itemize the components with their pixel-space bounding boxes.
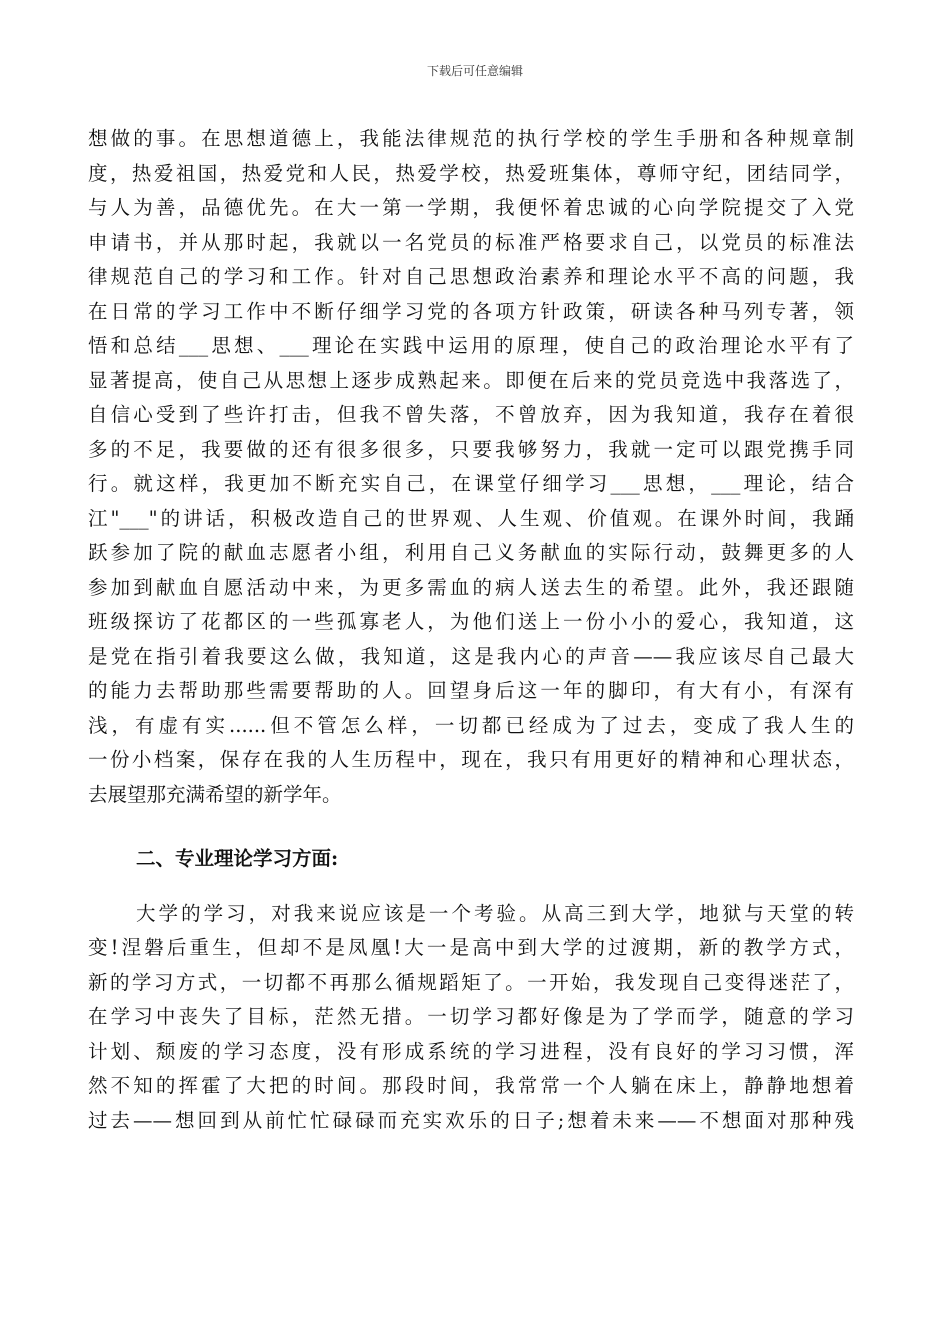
document-body bbox=[88, 122, 854, 1138]
text-line: 多的不足，我要做的还有很多很多，只要我够努力，我就一定可以跟党携手同 bbox=[88, 437, 854, 461]
text-line: 行。就这样，我更加不断充实自己，在课堂仔细学习___思想，___理论，结合 bbox=[88, 472, 854, 495]
text-line: 一份小档案，保存在我的人生历程中，现在，我只有用更好的精神和心理状态， bbox=[88, 748, 854, 771]
text-line: 的能力去帮助那些需要帮助的人。回望身后这一年的脚印，有大有小，有深有 bbox=[88, 679, 854, 702]
text-line: 显著提高，使自己从思想上逐步成熟起来。即便在后来的党员竞选中我落选了， bbox=[88, 368, 854, 392]
text-line: 过去——想回到从前忙忙碌碌而充实欢乐的日子;想着未来——不想面对那种残 bbox=[88, 1108, 854, 1132]
text-line: 计划、颓废的学习态度，没有形成系统的学习进程，没有良好的学习习惯，浑 bbox=[88, 1039, 854, 1063]
text-line: 新的学习方式，一切都不再那么循规蹈矩了。一开始，我发现自己变得迷茫了， bbox=[88, 970, 854, 994]
text-line: 大学的学习，对我来说应该是一个考验。从高三到大学，地狱与天堂的转 bbox=[136, 901, 854, 925]
text-line: 参加到献血自愿活动中来，为更多需血的病人送去生的希望。此外，我还跟随 bbox=[88, 575, 854, 599]
text-line: 自信心受到了些许打击，但我不曾失落，不曾放弃，因为我知道，我存在着很 bbox=[88, 403, 854, 426]
section-heading: 二、专业理论学习方面: bbox=[136, 847, 339, 870]
text-line: 在日常的学习工作中不断仔细学习党的各项方针政策，研读各种马列专著，领 bbox=[88, 299, 854, 323]
paragraph-professional-study bbox=[88, 897, 854, 1139]
text-line: 然不知的挥霍了大把的时间。那段时间，我常常一个人躺在床上，静静地想着 bbox=[88, 1074, 854, 1097]
text-line: 跃参加了院的献血志愿者小组，利用自己义务献血的实际行动，鼓舞更多的人 bbox=[88, 541, 854, 564]
text-line: 申请书，并从那时起，我就以一名党员的标准严格要求自己，以党员的标准法 bbox=[88, 230, 854, 254]
text-line: 班级探访了花都区的一些孤寡老人，为他们送上一份小小的爱心，我知道，这 bbox=[88, 610, 854, 633]
text-line: 在学习中丧失了目标，茫然无措。一切学习都好像是为了学而学，随意的学习 bbox=[88, 1005, 854, 1028]
text-line: 去展望那充满希望的新学年。 bbox=[88, 782, 342, 806]
text-line: 是党在指引着我要这么做，我知道，这是我内心的声音——我应该尽自己最大 bbox=[88, 644, 854, 668]
paragraph-political-thought bbox=[88, 122, 854, 812]
text-line: 与人为善，品德优先。在大一第一学期，我便怀着忠诚的心向学院提交了入党 bbox=[88, 196, 854, 219]
text-line: 度，热爱祖国，热爱党和人民，热爱学校，热爱班集体，尊师守纪，团结同学， bbox=[88, 161, 854, 185]
page-header-note: 下载后可任意编辑 bbox=[426, 64, 523, 78]
text-line: 变!涅磐后重生，但却不是凤凰!大一是高中到大学的过渡期，新的教学方式， bbox=[88, 936, 854, 959]
text-line: 律规范自己的学习和工作。针对自己思想政治素养和理论水平不高的问题，我 bbox=[88, 265, 854, 288]
text-line: 想做的事。在思想道德上，我能法律规范的执行学校的学生手册和各种规章制 bbox=[88, 127, 854, 150]
text-line: 悟和总结___思想、___理论在实践中运用的原理，使自己的政治理论水平有了 bbox=[88, 334, 854, 357]
text-line: 江"___"的讲话，积极改造自己的世界观、人生观、价值观。在课外时间，我踊 bbox=[88, 506, 854, 530]
text-line: 浅，有虚有实......但不管怎么样，一切都已经成为了过去，变成了我人生的 bbox=[88, 713, 854, 737]
